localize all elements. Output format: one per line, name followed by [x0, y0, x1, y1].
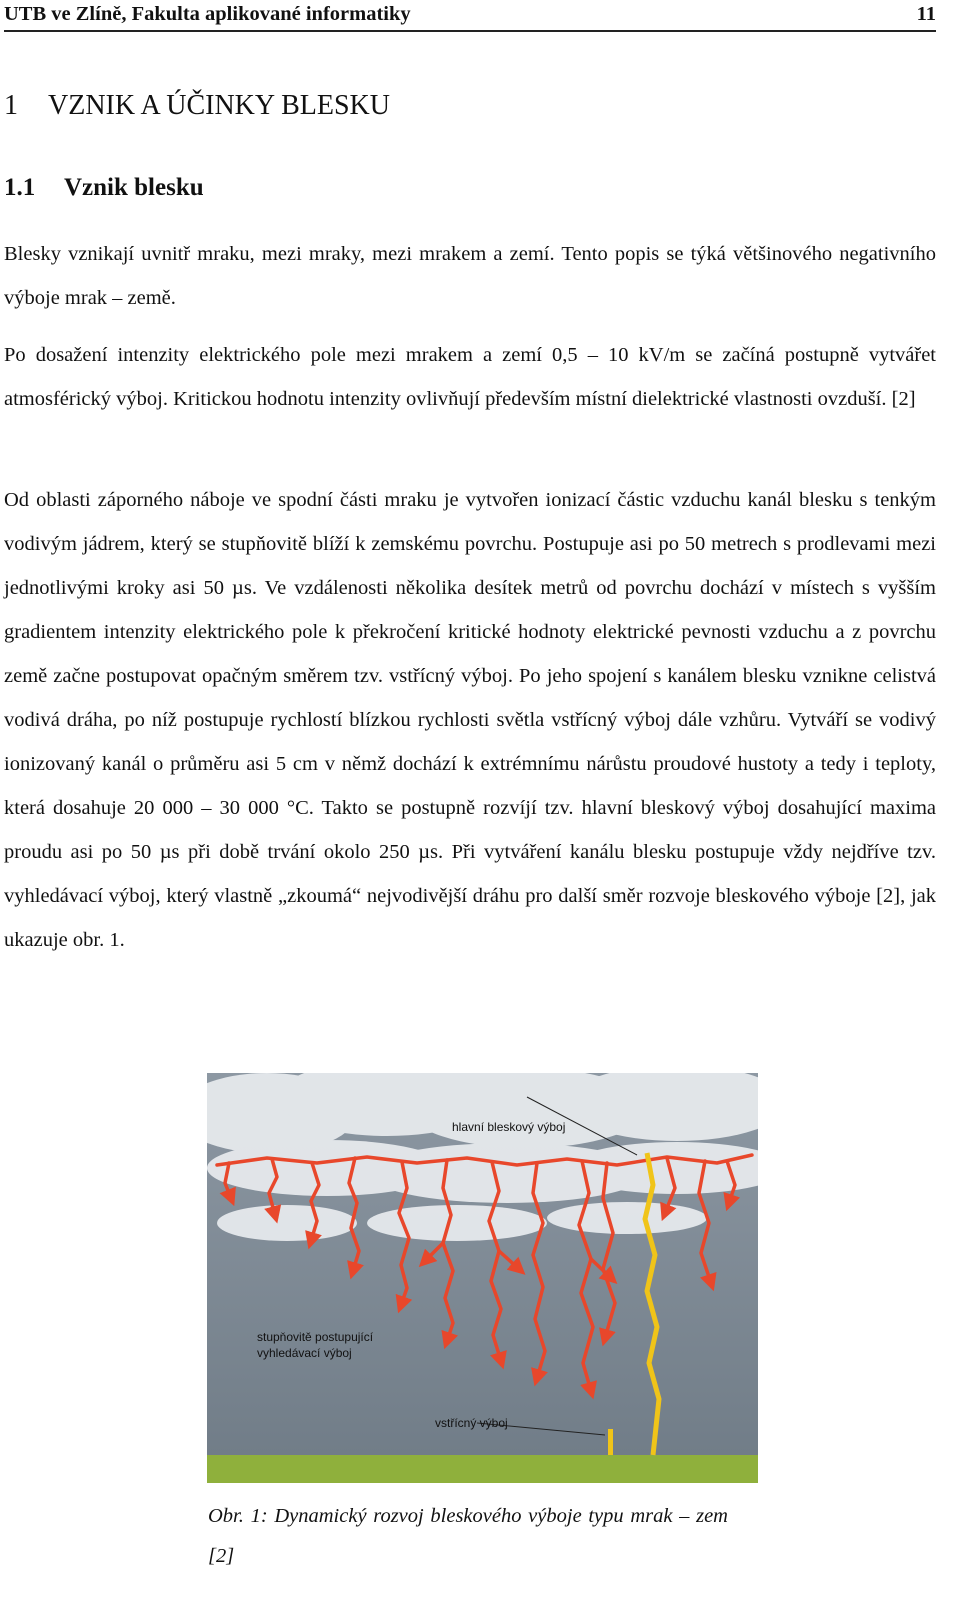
label-leader-line-1: stupňovitě postupující — [257, 1330, 374, 1344]
page-number: 11 — [916, 3, 936, 25]
chapter-number: 1 — [4, 90, 18, 121]
running-header — [4, 0, 936, 32]
section-heading — [4, 170, 204, 206]
lightning-figure — [207, 1073, 758, 1483]
lightning-diagram — [207, 1073, 758, 1483]
paragraph-1: Blesky vznikají uvnitř mraku, mezi mraky, mezi mrakem a zemí. Tento popis se týká většinového negativního výboje mrak – země. — [4, 243, 936, 309]
paragraph-3: Od oblasti záporného náboje ve spodní části mraku je vytvořen ionizací částic vzduchu kanál blesku s tenkým vodivým jádrem, který se stupňovitě blíží k zemskému povrchu. Postupuje asi po 50 metrech s prodlevami mezi jednotlivými kroky asi 50 µs. Ve vzdálenosti několika desítek metrů od povrchu dochází v místech s vyšším gradientem intenzity elektrického pole k překročení kritické hodnoty elektrické pevnosti vzduchu a z povrchu země začne postupovat opačným směrem tzv. vstřícný výboj. Po jeho spojení s kanálem blesku vznikne celistvá vodivá dráha, po níž postupuje rychlostí blízkou rychlosti světla vstřícný výboj dále vzhůru. Vytváří se vodivý ionizovaný kanál o průměru asi 5 cm v němž dochází k extrémnímu nárůstu proudové hustoty a tedy i teploty, která dosahuje 20 000 – 30 000 °C. Takto se postupně rozvíjí tzv. hlavní bleskový výboj dosahující maxima proudu asi po 50 µs při době trvání okolo 250 µs. Při vytváření kanálu blesku postupuje vždy nejdříve tzv. vyhledávací výboj, který vlastně „zkoumá“ nejvodivější dráhu pro další směr rozvoje bleskového výboje [2], jak ukazuje obr. 1. — [4, 489, 936, 951]
chapter-heading — [4, 86, 390, 126]
label-leader-line-2: vyhledávací výboj — [257, 1346, 352, 1360]
label-upward-discharge: vstřícný výboj — [435, 1416, 508, 1430]
chapter-title: VZNIK A ÚČINKY BLESKU — [48, 90, 390, 121]
section-number: 1.1 — [4, 174, 36, 201]
upward-streamer — [608, 1429, 613, 1455]
figure-caption: Obr. 1: Dynamický rozvoj bleskového výboje typu mrak – zem [2] — [208, 1505, 728, 1567]
ground — [207, 1455, 758, 1483]
label-main-discharge: hlavní bleskový výboj — [452, 1120, 566, 1134]
section-title: Vznik blesku — [64, 174, 204, 201]
header-title: UTB ve Zlíně, Fakulta aplikované informatiky — [4, 3, 411, 25]
paragraph-2: Po dosažení intenzity elektrického pole mezi mrakem a zemí 0,5 – 10 kV/m se začíná postupně vytvářet atmosférický výboj. Kritickou hodnotu intenzity ovlivňují především místní dielektrické vlastnosti ovzduší. [2] — [4, 344, 936, 410]
